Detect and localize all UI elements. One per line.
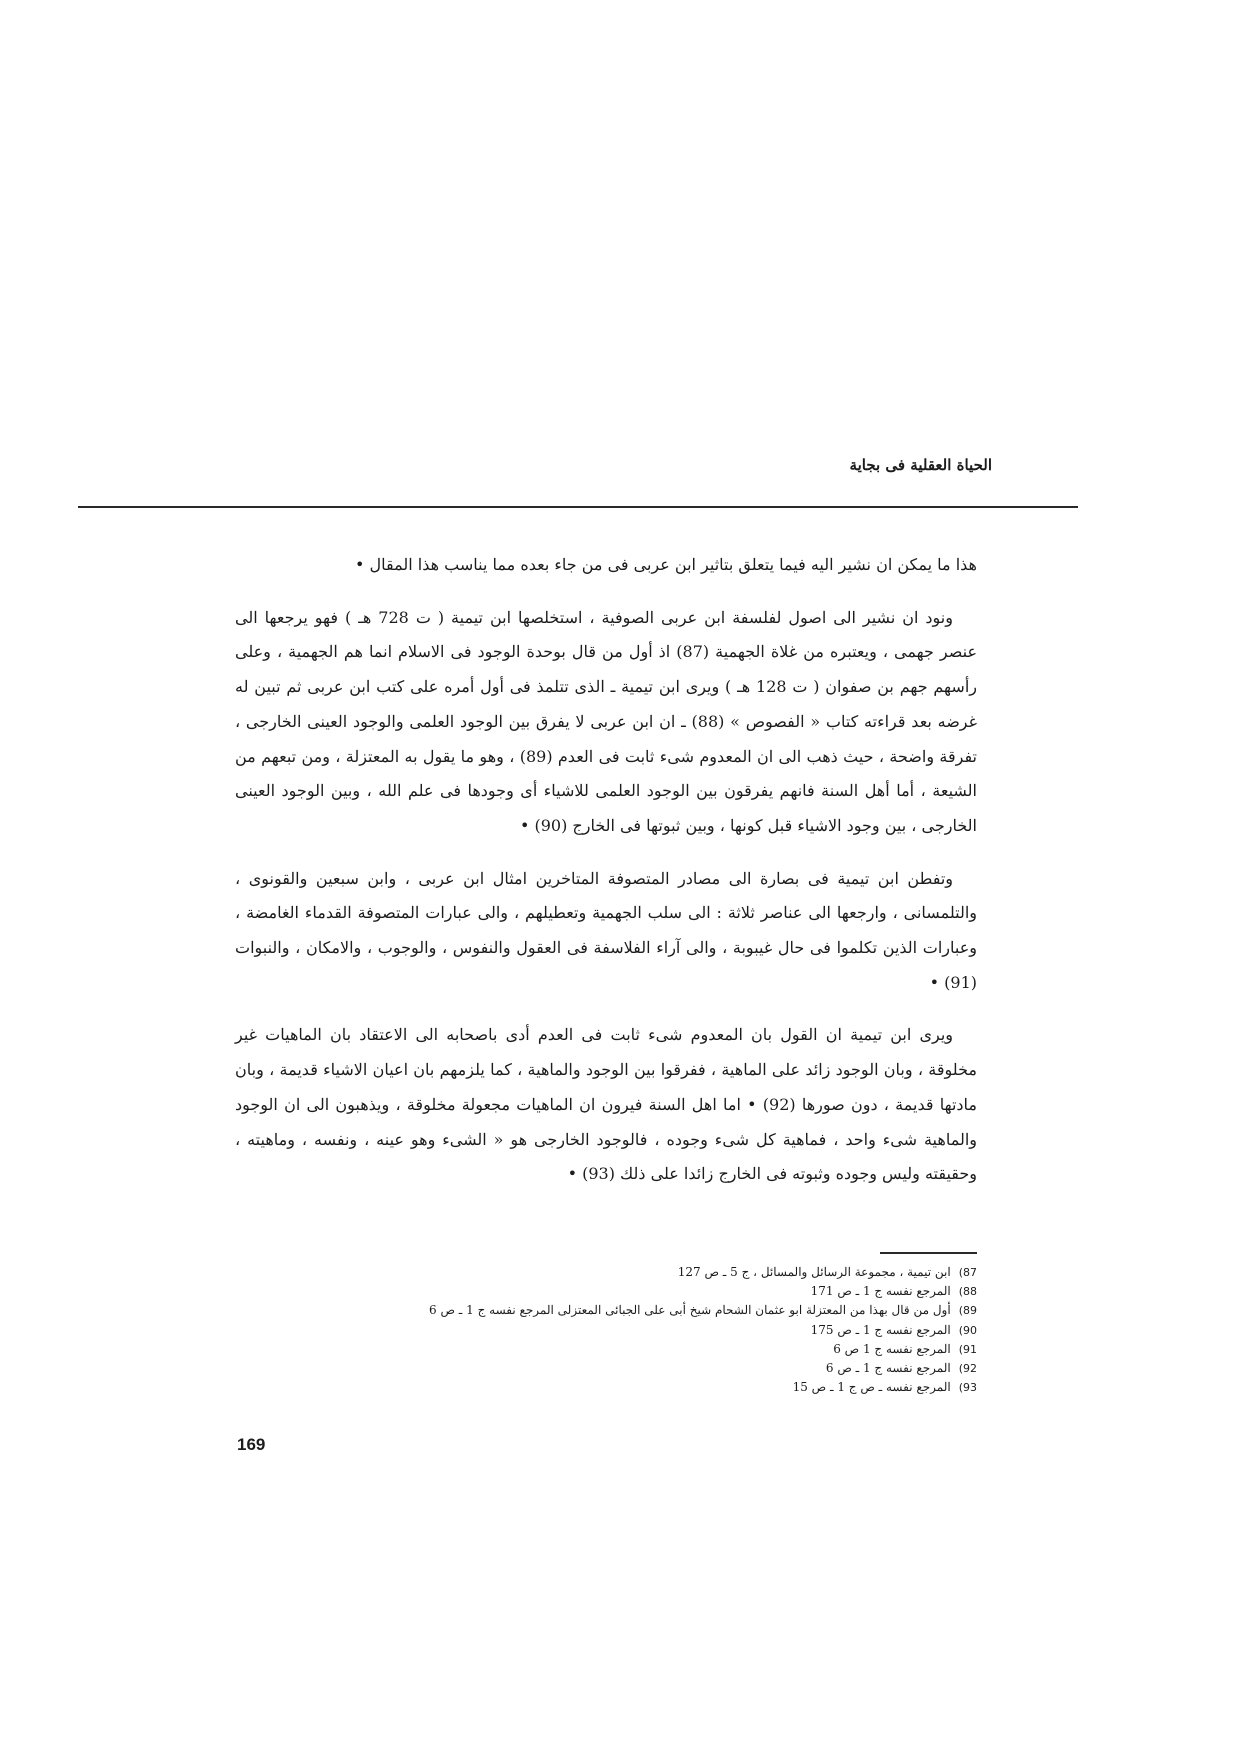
footnote-number: 92) [958,1362,977,1376]
footnotes [235,1263,977,1397]
running-header: الحياة العقلية فى بجاية [849,456,992,474]
footnote-number: 93) [958,1381,977,1395]
footnote-text: المرجع نفسه ـ ص ج 1 ـ ص 15 [792,1380,951,1395]
footnote-text: ابن تيمية ، مجموعة الرسائل والمسائل ، ج 5 ـ ص 127 [677,1265,951,1279]
footnote-87 [235,1263,977,1282]
footnote-92 [235,1359,977,1378]
paragraph-4: ويرى ابن تيمية ان القول بان المعدوم شىء ثابت فى العدم أدى باصحابه الى الاعتقاد بان الماهيات غير مخلوقة ، وبان الوجود زائد على الماهية ، ففرقوا بين الوجود والماهية ، كما يلزمهم بان اعيان الاشياء قديمة ، وبان مادتها قديمة ، دون صورها (92) • اما اهل السنة فيرون ان الماهيات مجعولة مخلوقة ، ويذهبون الى ان الوجود والماهية شىء واحد ، فماهية كل شىء وجوده ، فالوجود الخارجى هو « الشىء وهو عينه ، ونفسه ، وماهيته ، وحقيقته وليس وجوده وثبوته فى الخارج زائدا على ذلك (93) • [235,1025,977,1184]
page-number: 169 [237,1435,266,1454]
footnote-number: 87) [958,1266,977,1279]
footnote-text: المرجع نفسه ج 1 ـ ص 6 [825,1361,951,1376]
header-rule [78,506,1078,508]
footnote-number: 89) [958,1304,977,1318]
footnote-90 [235,1321,977,1340]
footnote-91 [235,1340,977,1359]
footnote-number: 91) [958,1342,977,1356]
paragraph-3: وتفطن ابن تيمية فى بصارة الى مصادر المتصوفة المتاخرين امثال ابن عربى ، وابن سبعين والقونوى ، والتلمسانى ، وارجعها الى عناصر ثلاثة : الى سلب الجهمية وتعطيلهم ، والى عبارات المتصوفة القدماء الغامضة ، وعبارات الذين تكلموا فى حال غيبوبة ، والى آراء الفلاسفة فى العقول والنفوس ، والوجوب ، والامكان ، والنبوات (91) • [235,868,977,992]
footnote-rule [880,1252,977,1254]
paragraph-1: هذا ما يمكن ان نشير اليه فيما يتعلق بتاثير ابن عربى فى من جاء بعده مما يناسب هذا المقال • [355,555,977,574]
footnote-text: المرجع نفسه ج 1 ص 6 [833,1341,951,1356]
paragraph-2: ونود ان نشير الى اصول لفلسفة ابن عربى الصوفية ، استخلصها ابن تيمية ( ت 728 هـ ) فهو يرجعها الى عنصر جهمى ، ويعتبره من غلاة الجهمية (87) اذ أول من قال بوحدة الوجود فى الاسلام انما هم الجهمية ، وعلى رأسهم جهم بن صفوان ( ت 128 هـ ) ويرى ابن تيمية ـ الذى تتلمذ فى أول أمره على كتب ابن عربى ثم تبين له غرضه بعد قراءته كتاب « الفصوص » (88) ـ ان ابن عربى لا يفرق بين الوجود العلمى والوجود العينى الخارجى ، تفرقة واضحة ، حيث ذهب الى ان المعدوم شىء ثابت فى العدم (89) ، وهو ما يقول به المعتزلة ، ومن تبعهم من الشيعة ، أما أهل السنة فانهم يفرقون بين الوجود العلمى للاشياء أى وجودها فى علم الله ، وبين الوجود العينى الخارجى ، بين وجود الاشياء قبل كونها ، وبين ثبوتها فى الخارج (90) • [235,607,978,835]
footnote-89 [235,1301,977,1320]
footnote-88 [235,1282,977,1301]
footnote-number: 90) [958,1323,977,1337]
footnote-number: 88) [958,1285,977,1299]
footnote-text: المرجع نفسه ج 1 ـ ص 171 [810,1284,951,1299]
footnote-93 [235,1378,977,1397]
footnote-text: أول من قال بهذا من المعتزلة ابو عثمان الشحام شيخ أبى على الجبائى المعتزلى المرجع نفسه ج 1 ـ ص 6 [429,1303,951,1318]
footnote-text: المرجع نفسه ج 1 ـ ص 175 [810,1322,951,1337]
body-text [235,548,977,1210]
